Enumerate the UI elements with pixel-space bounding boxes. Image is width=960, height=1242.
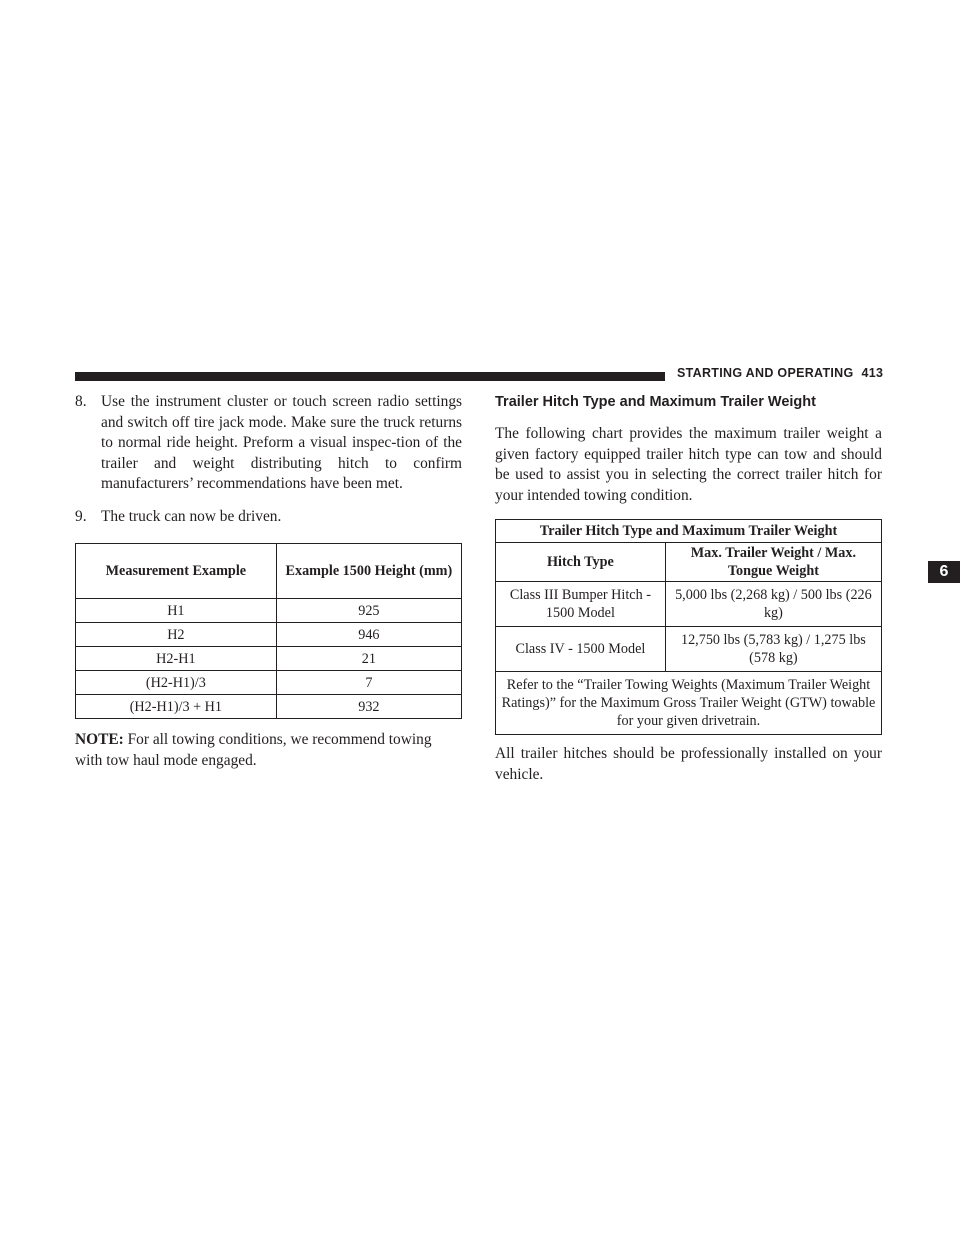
table-cell: 7 — [276, 671, 461, 695]
table-cell: 5,000 lbs (2,268 kg) / 500 lbs (226 kg) — [665, 582, 881, 627]
section-title: Trailer Hitch Type and Maximum Trailer Weight — [495, 394, 816, 410]
header-rule — [75, 372, 665, 381]
table-row — [76, 647, 462, 671]
table-cell: 21 — [276, 647, 461, 671]
header-section-title: STARTING AND OPERATING — [677, 366, 854, 380]
table-header-cell: Hitch Type — [496, 543, 666, 582]
table-header-cell: Example 1500 Height (mm) — [276, 544, 461, 599]
step-9 — [75, 507, 462, 528]
table-row — [496, 627, 882, 672]
table-row — [76, 695, 462, 719]
step-8 — [75, 392, 462, 495]
table-title: Trailer Hitch Type and Maximum Trailer Weight — [496, 520, 882, 543]
table-header-cell: Measurement Example — [76, 544, 277, 599]
step-8-text: Use the instrument cluster or touch screen radio settings and switch off tire jack mode. Make sure the truck returns to normal ride height. Preform a visual inspec-tion of the trailer and weight distributing hitch to confirm manufacturers’ recommendations have been met. — [101, 393, 462, 492]
table-header-row — [496, 543, 882, 582]
table-header-row — [76, 544, 462, 599]
table-cell: 925 — [276, 599, 461, 623]
table-cell: Class IV - 1500 Model — [496, 627, 666, 672]
table-row — [76, 671, 462, 695]
chapter-tab[interactable]: 6 — [928, 561, 960, 583]
table-cell: H2-H1 — [76, 647, 277, 671]
table-cell: Class III Bumper Hitch - 1500 Model — [496, 582, 666, 627]
table-footer-cell: Refer to the “Trailer Towing Weights (Maximum Trailer Weight Ratings)” for the Maximum Gross Trailer Weight (GTW) towable for your given drivetrain. — [496, 672, 882, 735]
note — [75, 730, 462, 771]
table-cell: 932 — [276, 695, 461, 719]
table-row — [76, 623, 462, 647]
table-row — [76, 599, 462, 623]
step-8-number: 8. — [75, 393, 87, 410]
note-label: NOTE: — [75, 731, 124, 748]
table-cell: 946 — [276, 623, 461, 647]
table-header-cell: Max. Trailer Weight / Max. Tongue Weight — [665, 543, 881, 582]
table-footer-row — [496, 672, 882, 735]
table-cell: (H2-H1)/3 + H1 — [76, 695, 277, 719]
closing-paragraph: All trailer hitches should be professionally installed on your vehicle. — [495, 745, 882, 783]
table-cell: H1 — [76, 599, 277, 623]
table-title-row — [496, 520, 882, 543]
intro-paragraph: The following chart provides the maximum trailer weight a given factory equipped trailer hitch type can tow and should be used to assist you in selecting the correct trailer hitch for your intended towing condition. — [495, 425, 882, 504]
table-cell: 12,750 lbs (5,783 kg) / 1,275 lbs (578 kg) — [665, 627, 881, 672]
step-9-text: The truck can now be driven. — [101, 507, 282, 525]
note-text: For all towing conditions, we recommend towing with tow haul mode engaged. — [75, 731, 432, 769]
table-cell: (H2-H1)/3 — [76, 671, 277, 695]
step-9-number: 9. — [75, 507, 87, 525]
hitch-table — [495, 519, 882, 735]
running-header — [677, 366, 883, 380]
measurement-table — [75, 543, 462, 719]
page-number: 413 — [861, 366, 884, 380]
left-column — [75, 392, 462, 771]
right-column — [495, 392, 882, 785]
table-row — [496, 582, 882, 627]
table-cell: H2 — [76, 623, 277, 647]
